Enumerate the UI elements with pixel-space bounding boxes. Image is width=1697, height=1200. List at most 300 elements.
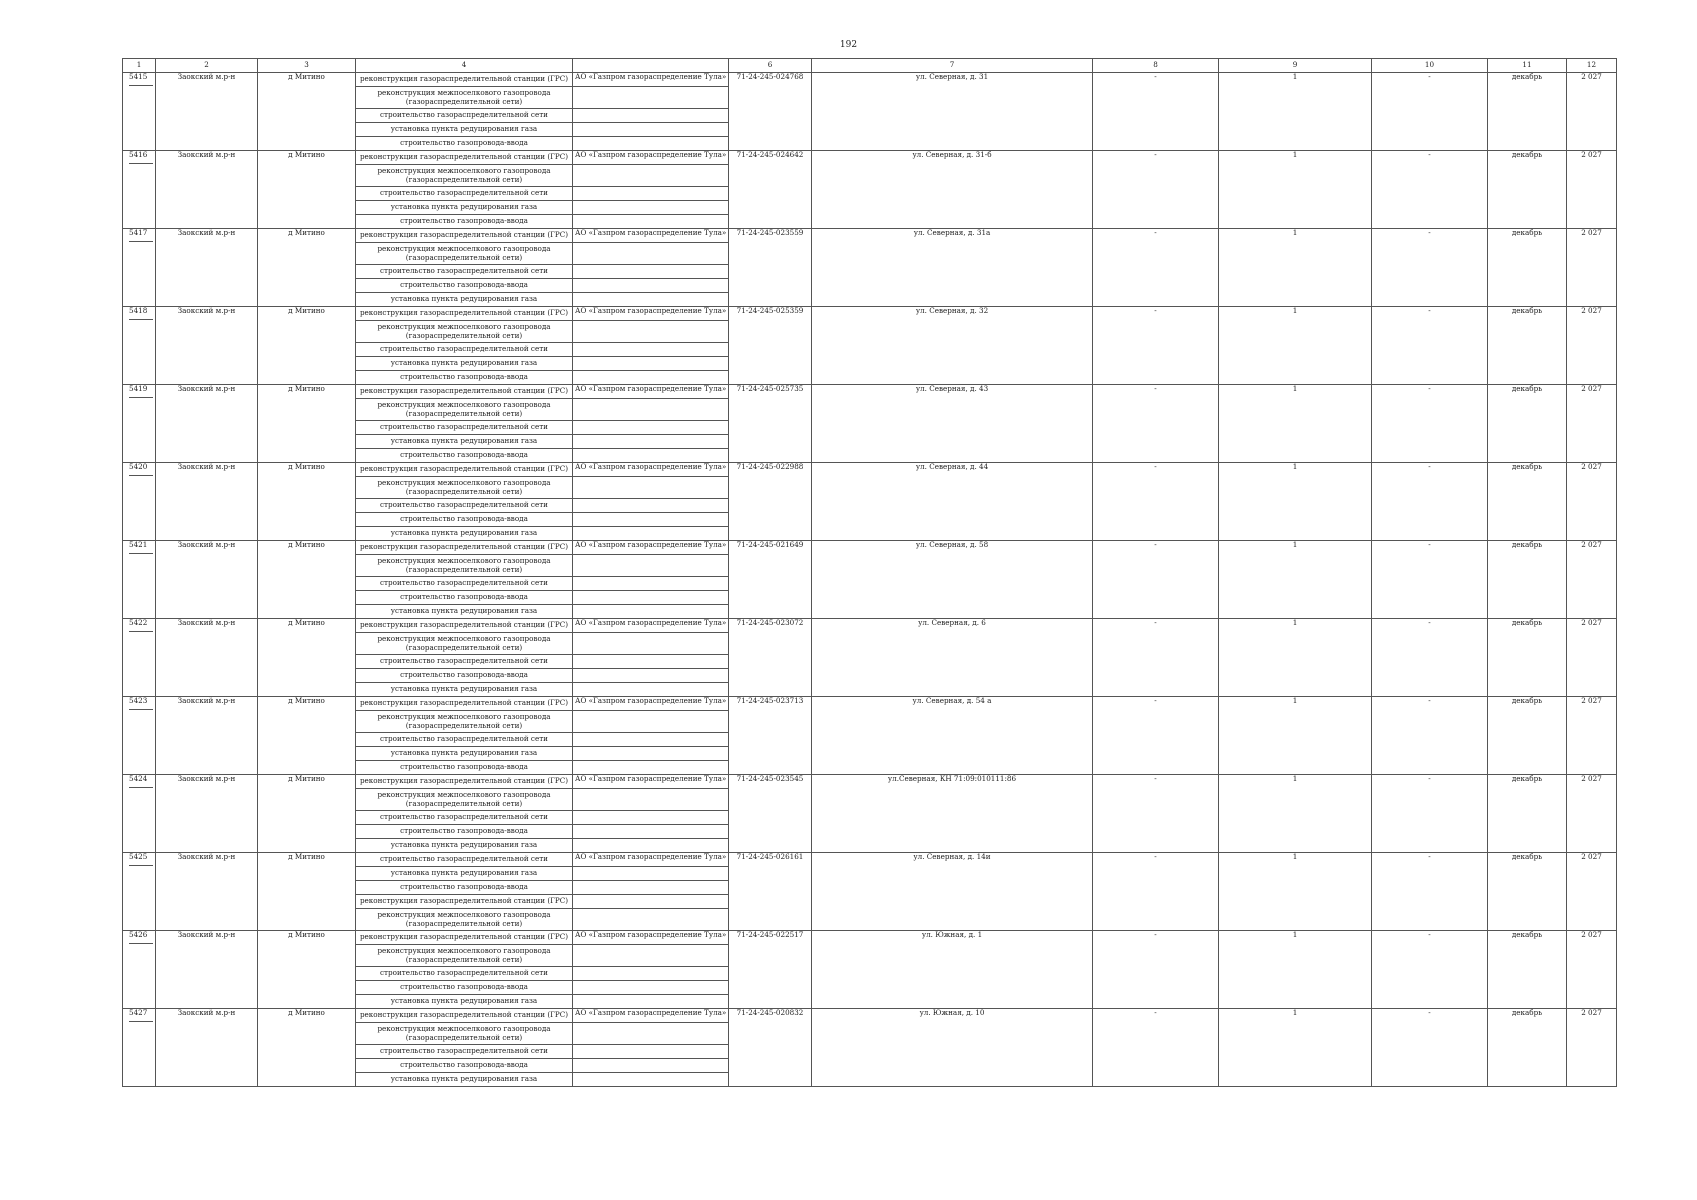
column-9-cell: 1 — [1219, 619, 1372, 697]
work-item-cell: реконструкция газораспределительной станции (ГРС) — [356, 619, 573, 633]
table-row — [123, 307, 1617, 321]
table-row — [123, 1009, 1617, 1023]
organization-cell-empty — [573, 605, 729, 619]
application-code-cell: 71-24-245-024768 — [729, 73, 812, 151]
organization-cell-empty — [573, 995, 729, 1009]
table-row — [123, 775, 1617, 789]
organization-cell-empty — [573, 981, 729, 995]
organization-cell-empty — [573, 711, 729, 733]
district-cell: Заокский м.р-н — [156, 1009, 258, 1087]
address-cell: ул. Северная, д. 6 — [812, 619, 1093, 697]
work-item-cell: строительство газораспределительной сети — [356, 811, 573, 825]
application-code-cell: 71-24-245-020832 — [729, 1009, 812, 1087]
header-cell: 10 — [1372, 59, 1488, 73]
work-item-cell: строительство газораспределительной сети — [356, 109, 573, 123]
locality-cell: д Митино — [258, 775, 356, 853]
work-item-cell: строительство газопровода-ввода — [356, 449, 573, 463]
column-8-cell: - — [1093, 697, 1219, 775]
organization-cell-empty — [573, 825, 729, 839]
table-row — [123, 463, 1617, 477]
header-cell: 8 — [1093, 59, 1219, 73]
organization-cell-empty — [573, 513, 729, 527]
organization-cell-empty — [573, 265, 729, 279]
organization-cell: АО «Газпром газораспределение Тула» — [573, 619, 729, 633]
organization-cell-empty — [573, 137, 729, 151]
work-item-cell: строительство газопровода-ввода — [356, 669, 573, 683]
column-9-cell: 1 — [1219, 229, 1372, 307]
column-9-cell: 1 — [1219, 853, 1372, 931]
organization-cell-empty — [573, 527, 729, 541]
header-cell — [573, 59, 729, 73]
address-cell: ул. Северная, д. 31 — [812, 73, 1093, 151]
organization-cell-empty — [573, 733, 729, 747]
organization-cell: АО «Газпром газораспределение Тула» — [573, 463, 729, 477]
work-item-cell: строительство газораспределительной сети — [356, 499, 573, 513]
work-item-cell: установка пункта редуцирования газа — [356, 747, 573, 761]
work-item-cell: реконструкция межпоселкового газопровода (газораспределительной сети) — [356, 399, 573, 421]
district-cell: Заокский м.р-н — [156, 775, 258, 853]
table-row — [123, 385, 1617, 399]
month-cell: декабрь — [1488, 307, 1567, 385]
work-item-cell: реконструкция межпоселкового газопровода (газораспределительной сети) — [356, 633, 573, 655]
month-cell: декабрь — [1488, 541, 1567, 619]
column-9-cell: 1 — [1219, 775, 1372, 853]
work-item-cell: строительство газораспределительной сети — [356, 577, 573, 591]
work-item-cell: реконструкция межпоселкового газопровода (газораспределительной сети) — [356, 1023, 573, 1045]
organization-cell-empty — [573, 371, 729, 385]
organization-cell-empty — [573, 201, 729, 215]
row-number-text: 5427 — [129, 1009, 153, 1022]
locality-cell: д Митино — [258, 307, 356, 385]
work-item-cell: установка пункта редуцирования газа — [356, 839, 573, 853]
work-item-cell: установка пункта редуцирования газа — [356, 435, 573, 449]
row-number-text: 5426 — [129, 931, 153, 944]
work-item-cell: реконструкция межпоселкового газопровода (газораспределительной сети) — [356, 555, 573, 577]
year-cell: 2 027 — [1567, 775, 1617, 853]
column-10-cell: - — [1372, 697, 1488, 775]
district-cell: Заокский м.р-н — [156, 853, 258, 931]
row-number-text: 5421 — [129, 541, 153, 554]
column-10-cell: - — [1372, 931, 1488, 1009]
year-cell: 2 027 — [1567, 619, 1617, 697]
work-item-cell: строительство газопровода-ввода — [356, 981, 573, 995]
header-cell: 4 — [356, 59, 573, 73]
address-cell: ул. Северная, д. 14и — [812, 853, 1093, 931]
work-item-cell: строительство газораспределительной сети — [356, 1045, 573, 1059]
month-cell: декабрь — [1488, 463, 1567, 541]
work-item-cell: реконструкция газораспределительной станции (ГРС) — [356, 541, 573, 555]
column-8-cell: - — [1093, 229, 1219, 307]
locality-cell: д Митино — [258, 73, 356, 151]
row-number — [123, 463, 156, 541]
organization-cell-empty — [573, 683, 729, 697]
year-cell: 2 027 — [1567, 229, 1617, 307]
organization-cell-empty — [573, 945, 729, 967]
organization-cell-empty — [573, 279, 729, 293]
column-10-cell: - — [1372, 853, 1488, 931]
work-item-cell: строительство газопровода-ввода — [356, 371, 573, 385]
column-10-cell: - — [1372, 463, 1488, 541]
application-code-cell: 71-24-245-023559 — [729, 229, 812, 307]
application-code-cell: 71-24-245-022517 — [729, 931, 812, 1009]
address-cell: ул. Северная, д. 31а — [812, 229, 1093, 307]
work-item-cell: реконструкция газораспределительной станции (ГРС) — [356, 775, 573, 789]
year-cell: 2 027 — [1567, 151, 1617, 229]
organization-cell-empty — [573, 1023, 729, 1045]
work-item-cell: строительство газораспределительной сети — [356, 265, 573, 279]
district-cell: Заокский м.р-н — [156, 697, 258, 775]
column-8-cell: - — [1093, 385, 1219, 463]
header-cell: 9 — [1219, 59, 1372, 73]
locality-cell: д Митино — [258, 931, 356, 1009]
column-10-cell: - — [1372, 229, 1488, 307]
work-item-cell: реконструкция газораспределительной станции (ГРС) — [356, 307, 573, 321]
locality-cell: д Митино — [258, 385, 356, 463]
organization-cell-empty — [573, 293, 729, 307]
row-number — [123, 853, 156, 931]
column-9-cell: 1 — [1219, 307, 1372, 385]
row-number-text: 5417 — [129, 229, 153, 242]
column-10-cell: - — [1372, 775, 1488, 853]
organization-cell-empty — [573, 399, 729, 421]
column-9-cell: 1 — [1219, 385, 1372, 463]
address-cell: ул. Северная, д. 44 — [812, 463, 1093, 541]
row-number-text: 5425 — [129, 853, 153, 866]
organization-cell-empty — [573, 243, 729, 265]
column-8-cell: - — [1093, 307, 1219, 385]
work-item-cell: реконструкция межпоселкового газопровода (газораспределительной сети) — [356, 87, 573, 109]
work-item-cell: строительство газопровода-ввода — [356, 513, 573, 527]
application-code-cell: 71-24-245-023545 — [729, 775, 812, 853]
work-item-cell: установка пункта редуцирования газа — [356, 867, 573, 881]
locality-cell: д Митино — [258, 697, 356, 775]
work-item-cell: строительство газопровода-ввода — [356, 137, 573, 151]
table-row — [123, 229, 1617, 243]
header-row — [123, 59, 1617, 73]
organization-cell-empty — [573, 477, 729, 499]
organization-cell-empty — [573, 499, 729, 513]
column-9-cell: 1 — [1219, 697, 1372, 775]
organization-cell: АО «Газпром газораспределение Тула» — [573, 151, 729, 165]
organization-cell-empty — [573, 669, 729, 683]
organization-cell-empty — [573, 343, 729, 357]
organization-cell: АО «Газпром газораспределение Тула» — [573, 697, 729, 711]
address-cell: ул. Южная, д. 10 — [812, 1009, 1093, 1087]
row-number — [123, 307, 156, 385]
work-item-cell: реконструкция газораспределительной станции (ГРС) — [356, 73, 573, 87]
month-cell: декабрь — [1488, 73, 1567, 151]
header-cell: 2 — [156, 59, 258, 73]
organization-cell-empty — [573, 895, 729, 909]
locality-cell: д Митино — [258, 541, 356, 619]
address-cell: ул. Северная, д. 58 — [812, 541, 1093, 619]
organization-cell: АО «Газпром газораспределение Тула» — [573, 73, 729, 87]
table-row — [123, 73, 1617, 87]
work-item-cell: реконструкция межпоселкового газопровода (газораспределительной сети) — [356, 909, 573, 931]
header-cell: 6 — [729, 59, 812, 73]
organization-cell-empty — [573, 789, 729, 811]
column-8-cell: - — [1093, 619, 1219, 697]
organization-cell-empty — [573, 839, 729, 853]
column-10-cell: - — [1372, 73, 1488, 151]
column-9-cell: 1 — [1219, 463, 1372, 541]
district-cell: Заокский м.р-н — [156, 619, 258, 697]
work-item-cell: установка пункта редуцирования газа — [356, 995, 573, 1009]
year-cell: 2 027 — [1567, 697, 1617, 775]
locality-cell: д Митино — [258, 853, 356, 931]
column-8-cell: - — [1093, 151, 1219, 229]
column-9-cell: 1 — [1219, 73, 1372, 151]
column-8-cell: - — [1093, 931, 1219, 1009]
organization-cell-empty — [573, 577, 729, 591]
column-8-cell: - — [1093, 775, 1219, 853]
row-number-text: 5419 — [129, 385, 153, 398]
row-number-text: 5422 — [129, 619, 153, 632]
organization-cell-empty — [573, 165, 729, 187]
column-9-cell: 1 — [1219, 931, 1372, 1009]
work-item-cell: реконструкция межпоселкового газопровода (газораспределительной сети) — [356, 165, 573, 187]
organization-cell-empty — [573, 109, 729, 123]
row-number — [123, 619, 156, 697]
organization-cell-empty — [573, 761, 729, 775]
work-item-cell: строительство газопровода-ввода — [356, 1059, 573, 1073]
organization-cell: АО «Газпром газораспределение Тула» — [573, 853, 729, 867]
organization-cell-empty — [573, 591, 729, 605]
year-cell: 2 027 — [1567, 73, 1617, 151]
column-10-cell: - — [1372, 541, 1488, 619]
table-row — [123, 853, 1617, 867]
address-cell: ул. Северная, д. 54 а — [812, 697, 1093, 775]
work-item-cell: строительство газораспределительной сети — [356, 343, 573, 357]
organization-cell-empty — [573, 881, 729, 895]
table-row — [123, 541, 1617, 555]
locality-cell: д Митино — [258, 619, 356, 697]
work-item-cell: строительство газопровода-ввода — [356, 825, 573, 839]
work-item-cell: установка пункта редуцирования газа — [356, 201, 573, 215]
application-code-cell: 71-24-245-021649 — [729, 541, 812, 619]
work-item-cell: строительство газораспределительной сети — [356, 967, 573, 981]
organization-cell-empty — [573, 747, 729, 761]
header-cell: 12 — [1567, 59, 1617, 73]
address-cell: ул. Южная, д. 1 — [812, 931, 1093, 1009]
row-number-text: 5420 — [129, 463, 153, 476]
organization-cell-empty — [573, 215, 729, 229]
organization-cell: АО «Газпром газораспределение Тула» — [573, 229, 729, 243]
month-cell: декабрь — [1488, 931, 1567, 1009]
organization-cell-empty — [573, 867, 729, 881]
work-item-cell: строительство газопровода-ввода — [356, 279, 573, 293]
row-number — [123, 73, 156, 151]
month-cell: декабрь — [1488, 151, 1567, 229]
work-item-cell: установка пункта редуцирования газа — [356, 123, 573, 137]
year-cell: 2 027 — [1567, 385, 1617, 463]
column-10-cell: - — [1372, 307, 1488, 385]
work-item-cell: установка пункта редуцирования газа — [356, 1073, 573, 1087]
address-cell: ул. Северная, д. 43 — [812, 385, 1093, 463]
organization-cell-empty — [573, 967, 729, 981]
address-cell: ул.Северная, КН 71:09:010111:86 — [812, 775, 1093, 853]
row-number — [123, 151, 156, 229]
work-item-cell: строительство газораспределительной сети — [356, 421, 573, 435]
work-item-cell: строительство газораспределительной сети — [356, 853, 573, 867]
register-body — [123, 59, 1617, 1087]
organization-cell-empty — [573, 655, 729, 669]
row-number — [123, 1009, 156, 1087]
row-number — [123, 697, 156, 775]
organization-cell-empty — [573, 633, 729, 655]
work-item-cell: реконструкция межпоселкового газопровода (газораспределительной сети) — [356, 321, 573, 343]
work-item-cell: строительство газораспределительной сети — [356, 187, 573, 201]
organization-cell-empty — [573, 187, 729, 201]
locality-cell: д Митино — [258, 229, 356, 307]
application-code-cell: 71-24-245-023713 — [729, 697, 812, 775]
table-row — [123, 931, 1617, 945]
district-cell: Заокский м.р-н — [156, 463, 258, 541]
table-row — [123, 697, 1617, 711]
organization-cell-empty — [573, 449, 729, 463]
table-row — [123, 619, 1617, 633]
month-cell: декабрь — [1488, 229, 1567, 307]
work-item-cell: строительство газораспределительной сети — [356, 733, 573, 747]
header-cell: 1 — [123, 59, 156, 73]
month-cell: декабрь — [1488, 697, 1567, 775]
work-item-cell: реконструкция газораспределительной станции (ГРС) — [356, 151, 573, 165]
work-item-cell: реконструкция газораспределительной станции (ГРС) — [356, 931, 573, 945]
year-cell: 2 027 — [1567, 1009, 1617, 1087]
row-number — [123, 775, 156, 853]
work-item-cell: установка пункта редуцирования газа — [356, 527, 573, 541]
column-8-cell: - — [1093, 463, 1219, 541]
work-item-cell: реконструкция газораспределительной станции (ГРС) — [356, 697, 573, 711]
row-number — [123, 229, 156, 307]
row-number-text: 5415 — [129, 73, 153, 86]
column-10-cell: - — [1372, 1009, 1488, 1087]
row-number — [123, 541, 156, 619]
organization-cell-empty — [573, 909, 729, 931]
work-item-cell: реконструкция газораспределительной станции (ГРС) — [356, 229, 573, 243]
work-item-cell: реконструкция газораспределительной станции (ГРС) — [356, 385, 573, 399]
address-cell: ул. Северная, д. 31-б — [812, 151, 1093, 229]
work-item-cell: установка пункта редуцирования газа — [356, 605, 573, 619]
application-code-cell: 71-24-245-025735 — [729, 385, 812, 463]
work-item-cell: реконструкция межпоселкового газопровода (газораспределительной сети) — [356, 477, 573, 499]
work-item-cell: установка пункта редуцирования газа — [356, 357, 573, 371]
header-cell: 7 — [812, 59, 1093, 73]
application-code-cell: 71-24-245-025359 — [729, 307, 812, 385]
district-cell: Заокский м.р-н — [156, 541, 258, 619]
organization-cell-empty — [573, 87, 729, 109]
header-cell: 3 — [258, 59, 356, 73]
month-cell: декабрь — [1488, 619, 1567, 697]
organization-cell-empty — [573, 811, 729, 825]
work-item-cell: реконструкция межпоселкового газопровода (газораспределительной сети) — [356, 243, 573, 265]
year-cell: 2 027 — [1567, 307, 1617, 385]
work-item-cell: реконструкция газораспределительной станции (ГРС) — [356, 1009, 573, 1023]
work-item-cell: установка пункта редуцирования газа — [356, 293, 573, 307]
organization-cell: АО «Газпром газораспределение Тула» — [573, 307, 729, 321]
organization-cell-empty — [573, 357, 729, 371]
organization-cell-empty — [573, 123, 729, 137]
column-10-cell: - — [1372, 385, 1488, 463]
month-cell: декабрь — [1488, 1009, 1567, 1087]
column-9-cell: 1 — [1219, 151, 1372, 229]
district-cell: Заокский м.р-н — [156, 73, 258, 151]
work-item-cell: реконструкция межпоселкового газопровода (газораспределительной сети) — [356, 711, 573, 733]
year-cell: 2 027 — [1567, 931, 1617, 1009]
organization-cell-empty — [573, 1073, 729, 1087]
work-item-cell: реконструкция газораспределительной станции (ГРС) — [356, 895, 573, 909]
organization-cell-empty — [573, 555, 729, 577]
work-item-cell: реконструкция межпоселкового газопровода (газораспределительной сети) — [356, 789, 573, 811]
work-item-cell: строительство газопровода-ввода — [356, 761, 573, 775]
application-code-cell: 71-24-245-022988 — [729, 463, 812, 541]
register-table — [122, 58, 1617, 1087]
month-cell: декабрь — [1488, 775, 1567, 853]
district-cell: Заокский м.р-н — [156, 385, 258, 463]
column-8-cell: - — [1093, 853, 1219, 931]
page-number: 192 — [839, 40, 858, 50]
district-cell: Заокский м.р-н — [156, 931, 258, 1009]
work-item-cell: строительство газораспределительной сети — [356, 655, 573, 669]
organization-cell-empty — [573, 1045, 729, 1059]
organization-cell-empty — [573, 421, 729, 435]
organization-cell: АО «Газпром газораспределение Тула» — [573, 1009, 729, 1023]
organization-cell: АО «Газпром газораспределение Тула» — [573, 385, 729, 399]
month-cell: декабрь — [1488, 853, 1567, 931]
locality-cell: д Митино — [258, 1009, 356, 1087]
row-number — [123, 931, 156, 1009]
row-number — [123, 385, 156, 463]
district-cell: Заокский м.р-н — [156, 151, 258, 229]
header-cell: 11 — [1488, 59, 1567, 73]
column-10-cell: - — [1372, 619, 1488, 697]
organization-cell: АО «Газпром газораспределение Тула» — [573, 541, 729, 555]
column-10-cell: - — [1372, 151, 1488, 229]
row-number-text: 5424 — [129, 775, 153, 788]
application-code-cell: 71-24-245-026161 — [729, 853, 812, 931]
organization-cell: АО «Газпром газораспределение Тула» — [573, 775, 729, 789]
column-8-cell: - — [1093, 1009, 1219, 1087]
locality-cell: д Митино — [258, 463, 356, 541]
year-cell: 2 027 — [1567, 463, 1617, 541]
application-code-cell: 71-24-245-023072 — [729, 619, 812, 697]
row-number-text: 5418 — [129, 307, 153, 320]
row-number-text: 5416 — [129, 151, 153, 164]
table-row — [123, 151, 1617, 165]
locality-cell: д Митино — [258, 151, 356, 229]
address-cell: ул. Северная, д. 32 — [812, 307, 1093, 385]
column-9-cell: 1 — [1219, 541, 1372, 619]
district-cell: Заокский м.р-н — [156, 229, 258, 307]
year-cell: 2 027 — [1567, 541, 1617, 619]
row-number-text: 5423 — [129, 697, 153, 710]
organization-cell-empty — [573, 321, 729, 343]
year-cell: 2 027 — [1567, 853, 1617, 931]
application-code-cell: 71-24-245-024642 — [729, 151, 812, 229]
work-item-cell: строительство газопровода-ввода — [356, 881, 573, 895]
work-item-cell: реконструкция газораспределительной станции (ГРС) — [356, 463, 573, 477]
work-item-cell: строительство газопровода-ввода — [356, 591, 573, 605]
column-8-cell: - — [1093, 541, 1219, 619]
district-cell: Заокский м.р-н — [156, 307, 258, 385]
work-item-cell: реконструкция межпоселкового газопровода (газораспределительной сети) — [356, 945, 573, 967]
organization-cell-empty — [573, 1059, 729, 1073]
column-9-cell: 1 — [1219, 1009, 1372, 1087]
organization-cell: АО «Газпром газораспределение Тула» — [573, 931, 729, 945]
work-item-cell: установка пункта редуцирования газа — [356, 683, 573, 697]
month-cell: декабрь — [1488, 385, 1567, 463]
organization-cell-empty — [573, 435, 729, 449]
